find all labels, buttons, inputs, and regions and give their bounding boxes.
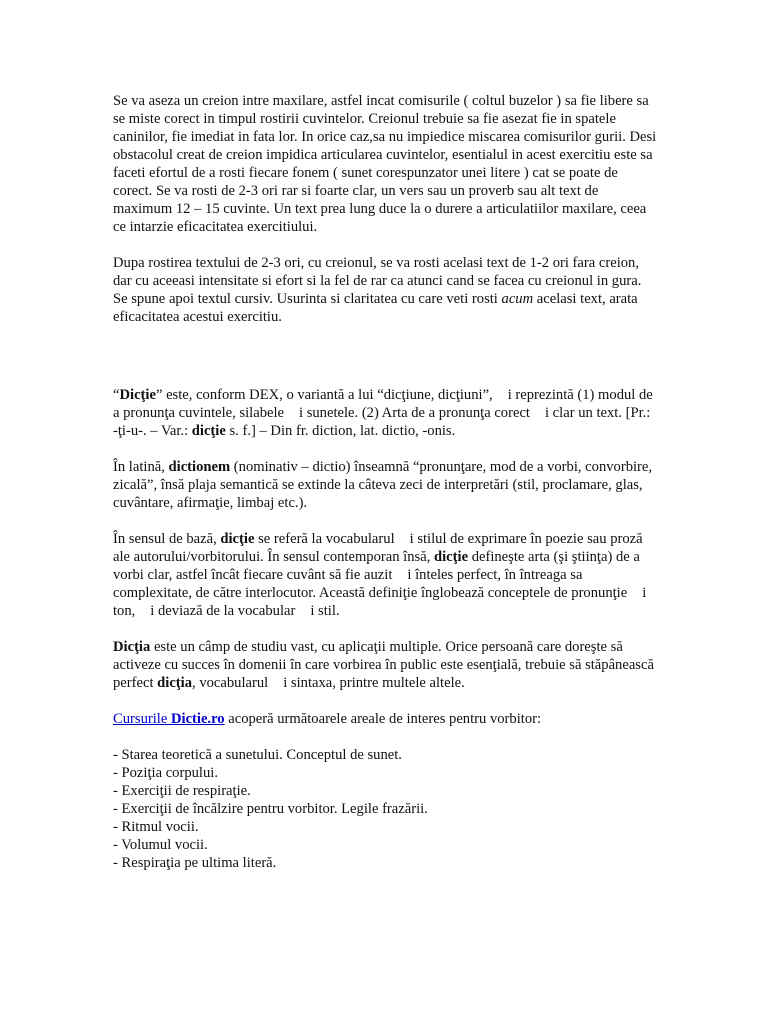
- quote-mark: “: [113, 387, 120, 403]
- paragraph-text: s. f.] – Din fr. diction, lat. dictio, -onis.: [188, 423, 418, 439]
- paragraph-text: este un câmp de studiu vast, cu aplicaţii multiple. Orice persoană care doreşte să activeze cu succes în domenii în care vorbirea în public este esenţială, trebuie să stăpânească perfect: [113, 639, 654, 691]
- term-dictie: dicţie: [220, 531, 255, 547]
- courses-link[interactable]: [113, 711, 225, 727]
- term-dictie: Dicţie: [119, 387, 156, 403]
- course-topics-list: [113, 746, 658, 872]
- paragraph-field-of-study: [113, 638, 658, 692]
- paragraph-text: În latină,: [113, 459, 169, 475]
- list-item: - Poziţia corpului.: [113, 765, 218, 781]
- paragraph-text: ” este, conform DEX, o variantă a lui “dicţiune, dicţiuni”, i reprezintă (1) modul de a pronunţa cuvintele, silabele i sunetele. (2) Arta de a pronunţa corect i clar un text. [Pr.: -ţi-u-. – Var.:: [113, 387, 655, 439]
- paragraph-text: se referă la vocabularul i stilul de exprimare în poezie sau proză ale autorului/vorbitorului. În sensul contemporan însă,: [113, 531, 652, 565]
- link-text: Cursurile: [113, 711, 171, 727]
- emphasis-acum: acum: [501, 291, 534, 307]
- exercise-section: [113, 92, 658, 344]
- term-dictia: Dicţia: [113, 639, 151, 655]
- term-dictionem: dictionem: [168, 459, 231, 475]
- paragraph-courses: [113, 710, 658, 728]
- term-dictia: dicţia: [157, 675, 193, 691]
- paragraph-basic-sense: [113, 530, 658, 620]
- paragraph-text: acoperă următoarele areale de interes pentru vorbitor:: [224, 711, 542, 727]
- paragraph-text: Dupa rostirea textului de 2-3 ori, cu creionul, se va rosti acelasi text de 1-2 ori fara creion, dar cu aceeasi intensitate si efort si la fel de rar ca atunci cand se facea cu creionul in gura. Se spune apoi textul cursiv. Usurinta si claritatea cu care veti rosti: [113, 255, 642, 307]
- term-dictie: dicţie: [154, 423, 189, 439]
- list-item: - Exerciţii de încălzire pentru vorbitor. Legile frazării.: [113, 801, 428, 817]
- paragraph-text: , vocabularul i sintaxa, printre multele altele.: [192, 675, 454, 691]
- paragraph-text: acelasi text, arata eficacitatea acestui exercitiu.: [113, 291, 638, 325]
- list-item: - Exerciţii de respiraţie.: [113, 783, 251, 799]
- paragraph-latin: [113, 458, 658, 512]
- list-item: - Ritmul vocii.: [113, 819, 199, 835]
- paragraph-text: (nominativ – dictio) înseamnă “pronunţare, mod de a vorbi, convorbire, zicală”, însă plaja semantică se extinde la câteva zeci de interpretări (stil, proclamare, glas, cuvântare, afirmaţie, limbaj etc.).: [113, 459, 653, 511]
- paragraph-dex-definition: [113, 386, 658, 440]
- list-item: - Starea teoretică a sunetului. Conceptul de sunet.: [113, 747, 402, 763]
- paragraph-without-pencil: [113, 254, 658, 326]
- paragraph-text: defineşte arta (şi ştiinţa) de a vorbi clar, astfel încât fiecare cuvânt să fie auzit i înteles perfect, în întreaga sa complexitate, de către interlocutor. Această definiţie înglobează conceptele de pronunţie i ton, i deviază de la vocabular i stil.: [113, 549, 654, 619]
- link-text-bold: Dictie.ro: [170, 711, 225, 727]
- list-item: - Respiraţia pe ultima literă.: [113, 855, 277, 871]
- list-item: - Volumul vocii.: [113, 837, 208, 853]
- term-dictie: dicţie: [413, 549, 448, 565]
- diction-section: [113, 386, 658, 872]
- paragraph-pencil-exercise: Se va aseza un creion intre maxilare, astfel incat comisurile ( coltul buzelor ) sa fie libere sa se miste corect in timpul rostirii cuvintelor. Creionul trebuie sa fie asezat fie in spatele caninilor, fie imediat in fata lor. In orice caz,sa nu impiedice miscarea comisurilor gurii. Desi obstacolul creat de creion impidica articularea cuvintelor, esentialul in acest exercitiu este sa faceti efortul de a rosti fiecare fonem ( sunet corespunzator unei litere ) cat se poate de corect. Se va rosti de 2-3 ori rar si foarte clar, un vers sau un proverb sau alt text de maximum 12 – 15 cuvinte. Un text prea lung duce la o durere a articulatiilor maxilare, ceea ce intarzie eficacitatea exercitiului.: [113, 93, 657, 235]
- paragraph-text: În sensul de bază,: [113, 531, 221, 547]
